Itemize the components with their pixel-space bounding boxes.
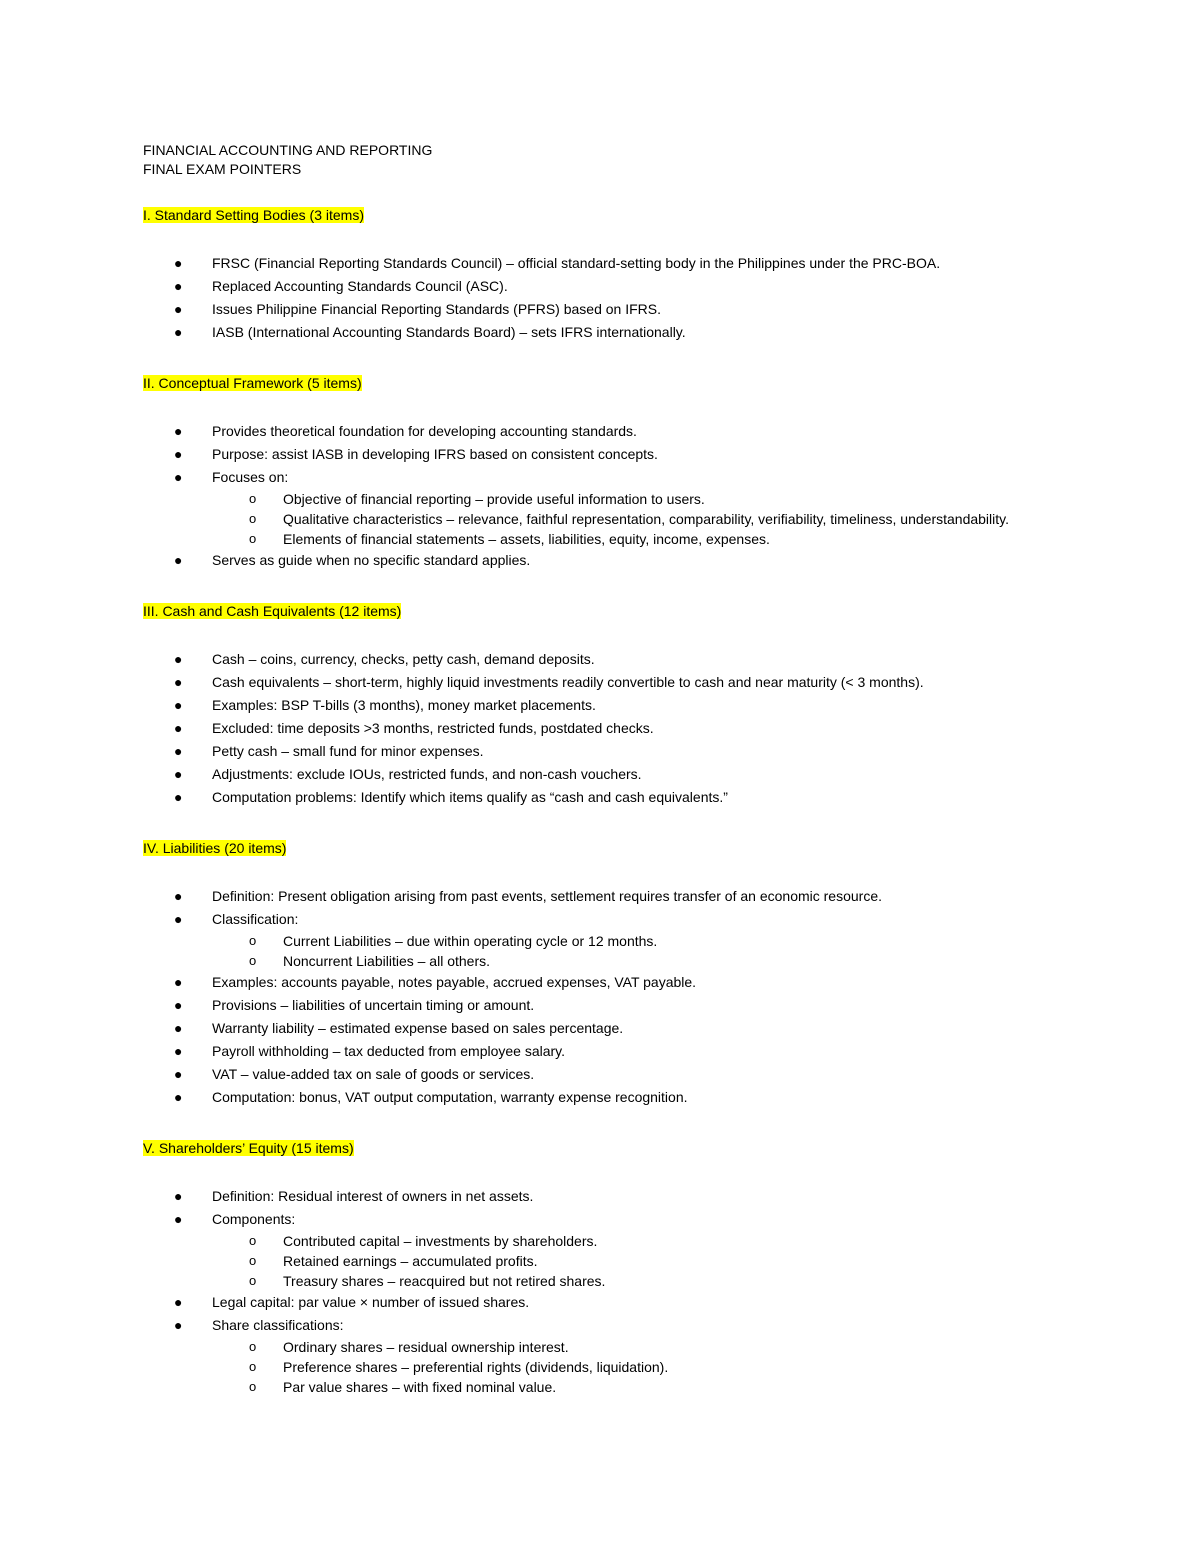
bullet-icon: ● [174,1020,183,1036]
list-item [143,994,1043,1017]
list-item-text: Computation problems: Identify which items qualify as “cash and cash equivalents.” [212,789,728,805]
list-item [143,420,1043,443]
bullet-icon: ● [174,423,183,439]
sub-bullet-icon: o [249,491,257,506]
list-item-text: Adjustments: exclude IOUs, restricted funds, and non-cash vouchers. [212,766,642,782]
list-item-text: Warranty liability – estimated expense based on sales percentage. [212,1020,624,1036]
list-item-text: Issues Philippine Financial Reporting Standards (PFRS) based on IFRS. [212,301,661,317]
sub-list-item [143,951,1043,971]
bullet-icon: ● [174,1294,183,1310]
sub-bullet-icon: o [249,1339,257,1354]
sub-list-item-text: Treasury shares – reacquired but not retired shares. [283,1273,606,1289]
bullet-list [143,420,1043,572]
list-item-text: IASB (International Accounting Standards Board) – sets IFRS internationally. [212,324,686,340]
list-item [143,1063,1043,1086]
section-heading [143,373,1043,393]
bullet-icon: ● [174,720,183,736]
list-item-text: Excluded: time deposits >3 months, restricted funds, postdated checks. [212,720,654,736]
bullet-icon: ● [174,278,183,294]
sub-bullet-list [212,1337,1043,1397]
list-item-text: VAT – value-added tax on sale of goods or services. [212,1066,535,1082]
list-item-text: Focuses on: [212,469,289,485]
list-item [143,466,1043,549]
sub-list-item [143,1231,1043,1251]
sub-list-item-text: Preference shares – preferential rights (dividends, liquidation). [283,1359,669,1375]
sub-list-item-text: Elements of financial statements – assets, liabilities, equity, income, expenses. [283,531,770,547]
list-item [143,1086,1043,1109]
bullet-icon: ● [174,552,183,568]
list-item [143,786,1043,809]
list-item [143,1291,1043,1314]
document-subtitle: FINAL EXAM POINTERS [143,161,302,177]
document-page [143,141,1043,1397]
section-heading [143,1138,1043,1158]
list-item-text: Computation: bonus, VAT output computation, warranty expense recognition. [212,1089,688,1105]
list-item-text: Purpose: assist IASB in developing IFRS based on consistent concepts. [212,446,658,462]
sub-list-item-text: Qualitative characteristics – relevance, faithful representation, comparability, verifiability, timeliness, understandability. [283,511,1009,527]
list-item-text: Examples: accounts payable, notes payable, accrued expenses, VAT payable. [212,974,697,990]
sub-bullet-icon: o [249,511,257,526]
sub-list-item [143,1337,1043,1357]
list-item-text: Provisions – liabilities of uncertain timing or amount. [212,997,535,1013]
bullet-icon: ● [174,1066,183,1082]
bullet-icon: ● [174,651,183,667]
list-item [143,717,1043,740]
list-item [143,252,1043,275]
bullet-icon: ● [174,301,183,317]
list-item [143,321,1043,344]
section-heading-text: III. Cash and Cash Equivalents (12 items) [143,603,402,619]
sub-bullet-icon: o [249,953,257,968]
sub-list-item [143,1271,1043,1291]
bullet-icon: ● [174,255,183,271]
sub-list-item [143,1251,1043,1271]
list-item [143,1017,1043,1040]
list-item-text: Payroll withholding – tax deducted from employee salary. [212,1043,566,1059]
bullet-icon: ● [174,674,183,690]
list-item [143,971,1043,994]
list-item-text: Definition: Residual interest of owners in net assets. [212,1188,534,1204]
bullet-list [143,648,1043,809]
section-heading-text: V. Shareholders’ Equity (15 items) [143,1140,354,1156]
bullet-icon: ● [174,888,183,904]
sub-bullet-icon: o [249,1253,257,1268]
list-item-text: Examples: BSP T-bills (3 months), money market placements. [212,697,596,713]
list-item-text: Classification: [212,911,299,927]
sub-list-item-text: Current Liabilities – due within operating cycle or 12 months. [283,933,658,949]
document-title: FINANCIAL ACCOUNTING AND REPORTING [143,142,433,158]
list-item-text: Provides theoretical foundation for developing accounting standards. [212,423,637,439]
sub-bullet-list [212,489,1043,549]
bullet-icon: ● [174,997,183,1013]
sub-list-item [143,931,1043,951]
section-heading [143,205,1043,225]
list-item [143,298,1043,321]
sub-bullet-icon: o [249,531,257,546]
list-item [143,694,1043,717]
list-item-text: FRSC (Financial Reporting Standards Council) – official standard-setting body in the Philippines under the PRC-BOA. [212,255,941,271]
sub-list-item [143,1357,1043,1377]
list-item [143,671,1043,694]
list-item [143,1185,1043,1208]
sub-bullet-icon: o [249,1233,257,1248]
list-item-text: Serves as guide when no specific standard applies. [212,552,531,568]
sub-list-item [143,509,1043,529]
sub-bullet-icon: o [249,1379,257,1394]
sub-list-item-text: Objective of financial reporting – provide useful information to users. [283,491,705,507]
sub-list-item-text: Noncurrent Liabilities – all others. [283,953,490,969]
bullet-icon: ● [174,974,183,990]
section-heading-text: II. Conceptual Framework (5 items) [143,375,362,391]
section-heading-text: I. Standard Setting Bodies (3 items) [143,207,364,223]
sub-bullet-list [212,931,1043,971]
list-item [143,740,1043,763]
sub-list-item-text: Retained earnings – accumulated profits. [283,1253,538,1269]
list-item-text: Petty cash – small fund for minor expenses. [212,743,484,759]
sub-bullet-list [212,1231,1043,1291]
list-item [143,648,1043,671]
section-heading [143,838,1043,858]
bullet-list [143,885,1043,1109]
bullet-icon: ● [174,1188,183,1204]
sub-list-item [143,1377,1043,1397]
bullet-icon: ● [174,1211,183,1227]
list-item [143,885,1043,908]
list-item-text: Definition: Present obligation arising from past events, settlement requires transfer of an economic resource. [212,888,882,904]
sub-bullet-icon: o [249,1359,257,1374]
list-item-text: Components: [212,1211,296,1227]
bullet-icon: ● [174,789,183,805]
bullet-list [143,1185,1043,1397]
sub-list-item-text: Contributed capital – investments by shareholders. [283,1233,598,1249]
sub-list-item [143,489,1043,509]
bullet-icon: ● [174,469,183,485]
list-item [143,908,1043,971]
bullet-icon: ● [174,1043,183,1059]
bullet-icon: ● [174,1317,183,1333]
list-item [143,275,1043,298]
list-item [143,549,1043,572]
sub-list-item [143,529,1043,549]
bullet-icon: ● [174,446,183,462]
section-heading [143,601,1043,621]
sub-bullet-icon: o [249,933,257,948]
list-item-text: Replaced Accounting Standards Council (ASC). [212,278,508,294]
list-item-text: Cash equivalents – short-term, highly liquid investments readily convertible to cash and near maturity (< 3 months). [212,674,924,690]
sub-list-item-text: Par value shares – with fixed nominal value. [283,1379,557,1395]
list-item [143,763,1043,786]
list-item-text: Cash – coins, currency, checks, petty cash, demand deposits. [212,651,595,667]
bullet-icon: ● [174,911,183,927]
list-item [143,1314,1043,1397]
list-item [143,443,1043,466]
bullet-icon: ● [174,1089,183,1105]
list-item-text: Share classifications: [212,1317,344,1333]
list-item [143,1208,1043,1291]
list-item [143,1040,1043,1063]
bullet-list [143,252,1043,344]
bullet-icon: ● [174,743,183,759]
sub-bullet-icon: o [249,1273,257,1288]
sections-container [143,205,1043,1397]
sub-list-item-text: Ordinary shares – residual ownership interest. [283,1339,569,1355]
list-item-text: Legal capital: par value × number of issued shares. [212,1294,530,1310]
section-heading-text: IV. Liabilities (20 items) [143,840,287,856]
bullet-icon: ● [174,697,183,713]
bullet-icon: ● [174,324,183,340]
bullet-icon: ● [174,766,183,782]
